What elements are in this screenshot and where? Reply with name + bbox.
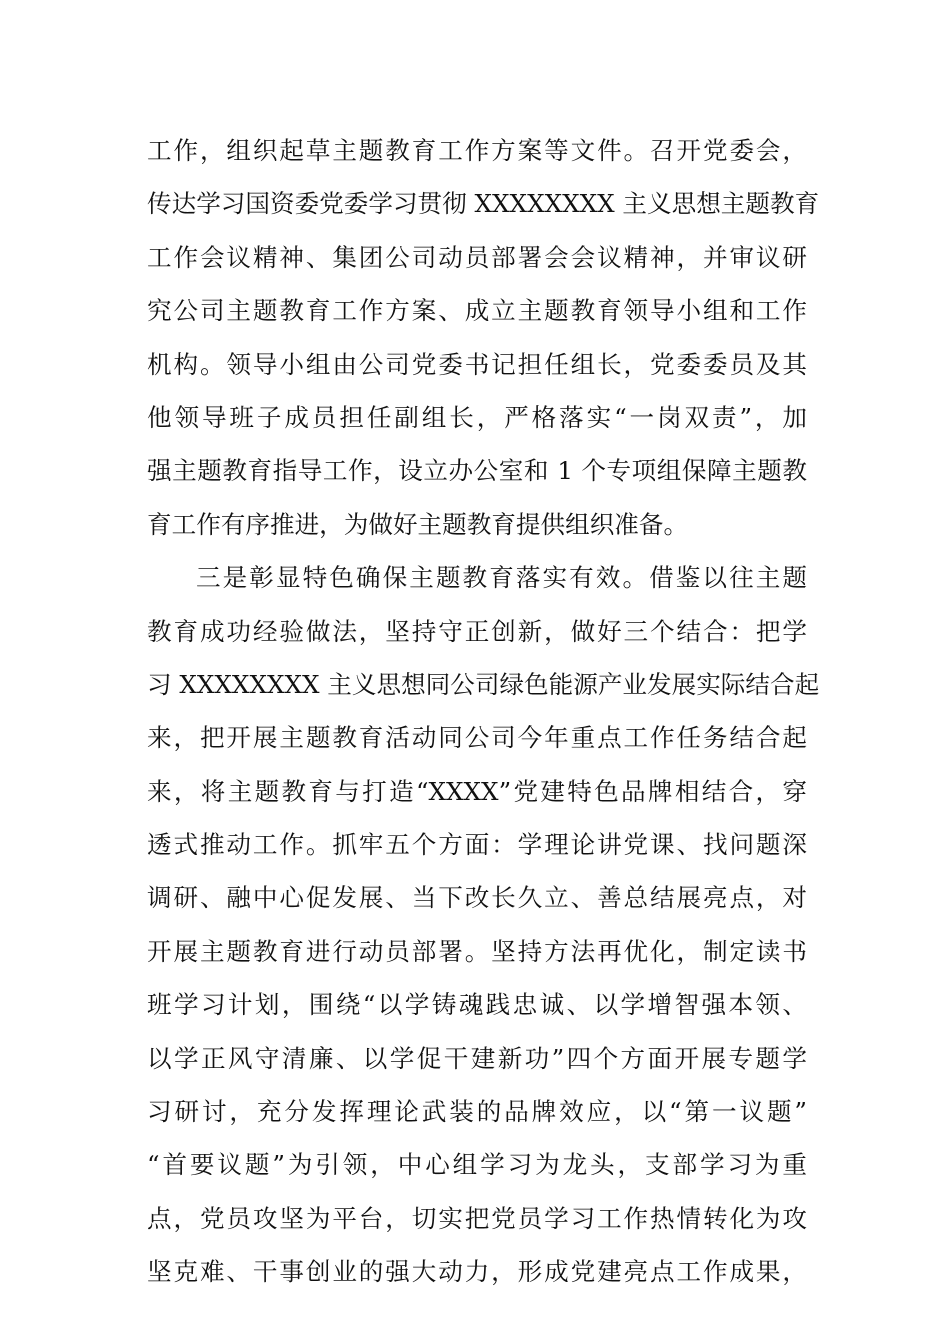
paragraph-line: 以学正风守清廉、以学促干建新功”四个方面开展专题学 (147, 1043, 807, 1073)
paragraph-line: 来，将主题教育与打造“XXXX”党建特色品牌相结合，穿 (147, 776, 807, 806)
paragraph-line: 透式推动工作。抓牢五个方面：学理论讲党课、找问题深 (147, 830, 807, 860)
paragraph-line: 工作会议精神、集团公司动员部署会会议精神，并审议研 (147, 242, 807, 272)
paragraph-line: 班学习计划，围绕“以学铸魂践忠诚、以学增智强本领、 (147, 990, 807, 1020)
paragraph-line: 习 XXXXXXXX 主义思想同公司绿色能源产业发展实际结合起 (147, 669, 820, 699)
paragraph-line: 究公司主题教育工作方案、成立主题教育领导小组和工作 (147, 296, 807, 326)
paragraph-line: 工作，组织起草主题教育工作方案等文件。召开党委会， (147, 136, 807, 165)
paragraph-line: 三是彰显特色确保主题教育落实有效。借鉴以往主题 (196, 563, 807, 593)
paragraph-line: 强主题教育指导工作，设立办公室和 1 个专项组保障主题教 (147, 456, 807, 486)
paragraph-line: 传达学习国资委党委学习贯彻 XXXXXXXX 主义思想主题教育 (147, 189, 820, 219)
document-body (147, 124, 820, 1299)
paragraph-line: 来，把开展主题教育活动同公司今年重点工作任务结合起 (147, 723, 807, 753)
paragraph-line: 他领导班子成员担任副组长，严格落实“一岗双责”，加 (147, 402, 807, 432)
paragraph-1 (147, 124, 820, 551)
paragraph-line: 调研、融中心促发展、当下改长久立、善总结展亮点，对 (147, 883, 807, 913)
paragraph-line: 机构。领导小组由公司党委书记担任组长，党委委员及其 (147, 349, 807, 379)
paragraph-line: “首要议题”为引领，中心组学习为龙头，支部学习为重 (147, 1150, 807, 1180)
paragraph-line: 教育成功经验做法，坚持守正创新，做好三个结合：把学 (147, 616, 807, 646)
paragraph-line: 习研讨，充分发挥理论武装的品牌效应，以“第一议题” (147, 1097, 807, 1127)
paragraph-line: 开展主题教育进行动员部署。坚持方法再优化，制定读书 (147, 936, 807, 966)
paragraph-line: 坚克难、干事创业的强大动力，形成党建亮点工作成果， (147, 1257, 807, 1287)
paragraph-line: 育工作有序推进，为做好主题教育提供组织准备。 (147, 509, 689, 539)
paragraph-line: 点，党员攻坚为平台，切实把党员学习工作热情转化为攻 (147, 1203, 807, 1233)
paragraph-2 (147, 551, 820, 1298)
